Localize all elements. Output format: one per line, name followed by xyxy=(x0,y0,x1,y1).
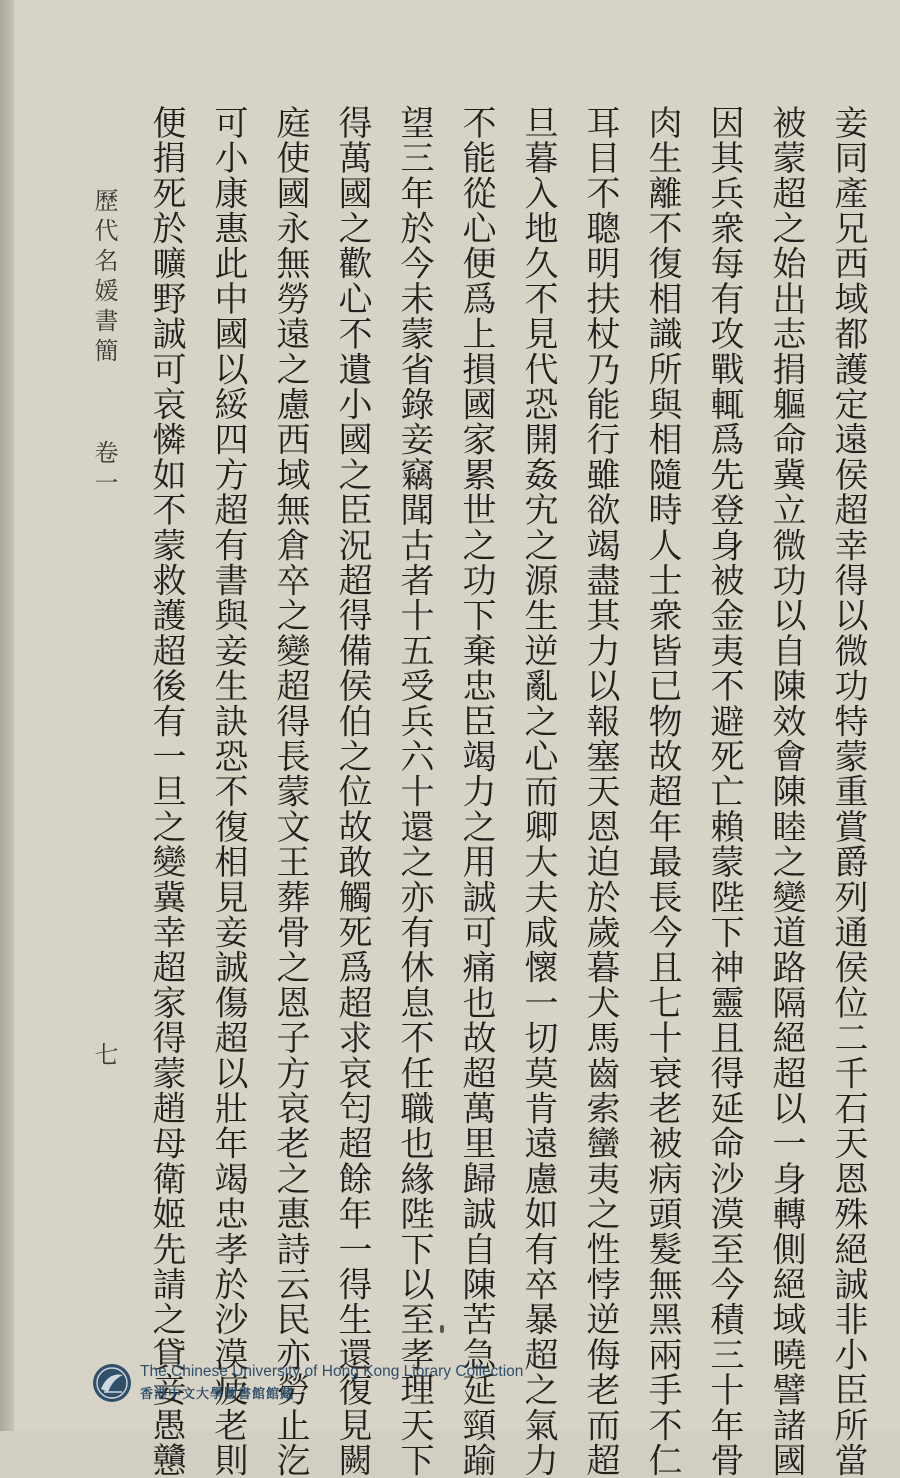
text-column: 不能從心便爲上損國家累世之功下棄忠臣竭力之用誠可痛也故超萬里歸誠自陳苦急延頸踰 xyxy=(456,105,496,1478)
text-column: 便捐死於曠野誠可哀憐如不蒙救護超後有一旦之變冀幸超家得蒙趙母衛姬先請之貸妾愚戇 xyxy=(146,105,186,1478)
text-column: 庭使國永無勞遠之慮西域無倉卒之變超得長蒙文王葬骨之恩子方哀老之惠詩云民亦勞止汔 xyxy=(270,105,310,1478)
text-column: 因其兵衆每有攻戰輒爲先登身被金夷不避死亡賴蒙陛下神靈且得延命沙漠至今積三十年骨 xyxy=(704,105,744,1478)
text-column: 得萬國之歡心不遺小國之臣況超得備侯伯之位故敢觸死爲超求哀匄超餘年一得生還復見闕 xyxy=(332,105,372,1478)
text-column: 肉生離不復相識所與相隨時人士衆皆已物故超年最長今且七十衰老被病頭髮無黑兩手不仁 xyxy=(642,105,682,1478)
page-binding-edge xyxy=(0,0,14,1431)
watermark-english: The Chinese University of Hong Kong Library Collection xyxy=(140,1363,524,1380)
text-column: 妾同產兄西域都護定遠侯超幸得以微功特蒙重賞爵列通侯位二千石天恩殊絕誠非小臣所當 xyxy=(828,105,868,1478)
text-column: 旦暮入地久不見代恐開姦宄之源生逆亂之心而卿大夫咸懷一切莫肯遠慮如有卒暴超之氣力 xyxy=(518,105,558,1478)
library-logo-icon xyxy=(92,1363,132,1403)
text-column: 可小康惠此中國以綏四方超有書與妾生訣恐不復相見妾誠傷超以壯年竭忠孝於沙漠疲老則 xyxy=(208,105,248,1478)
text-column: 耳目不聰明扶杖乃能行雖欲竭盡其力以報塞天恩迫於歲暮犬馬齒索蠻夷之性悖逆侮老而超 xyxy=(580,105,620,1478)
page-number: 七 xyxy=(90,1042,118,1066)
ink-speck xyxy=(440,1325,444,1333)
running-head-volume: 卷一 xyxy=(90,440,118,500)
text-column: 望三年於今未蒙省錄妾竊聞古者十五受兵六十還之亦有休息不任職也緣陛下以至孝理天下 xyxy=(394,105,434,1478)
text-column: 被蒙超之始出志捐軀命冀立微功以自陳效會陳睦之變道路隔絕超以一身轉側絕域曉譬諸國 xyxy=(766,105,806,1478)
running-head-title: 歷代名媛書簡 xyxy=(90,188,118,368)
watermark-chinese: 香港中文大學圖書館館藏 xyxy=(140,1387,295,1402)
library-watermark xyxy=(92,1361,562,1407)
